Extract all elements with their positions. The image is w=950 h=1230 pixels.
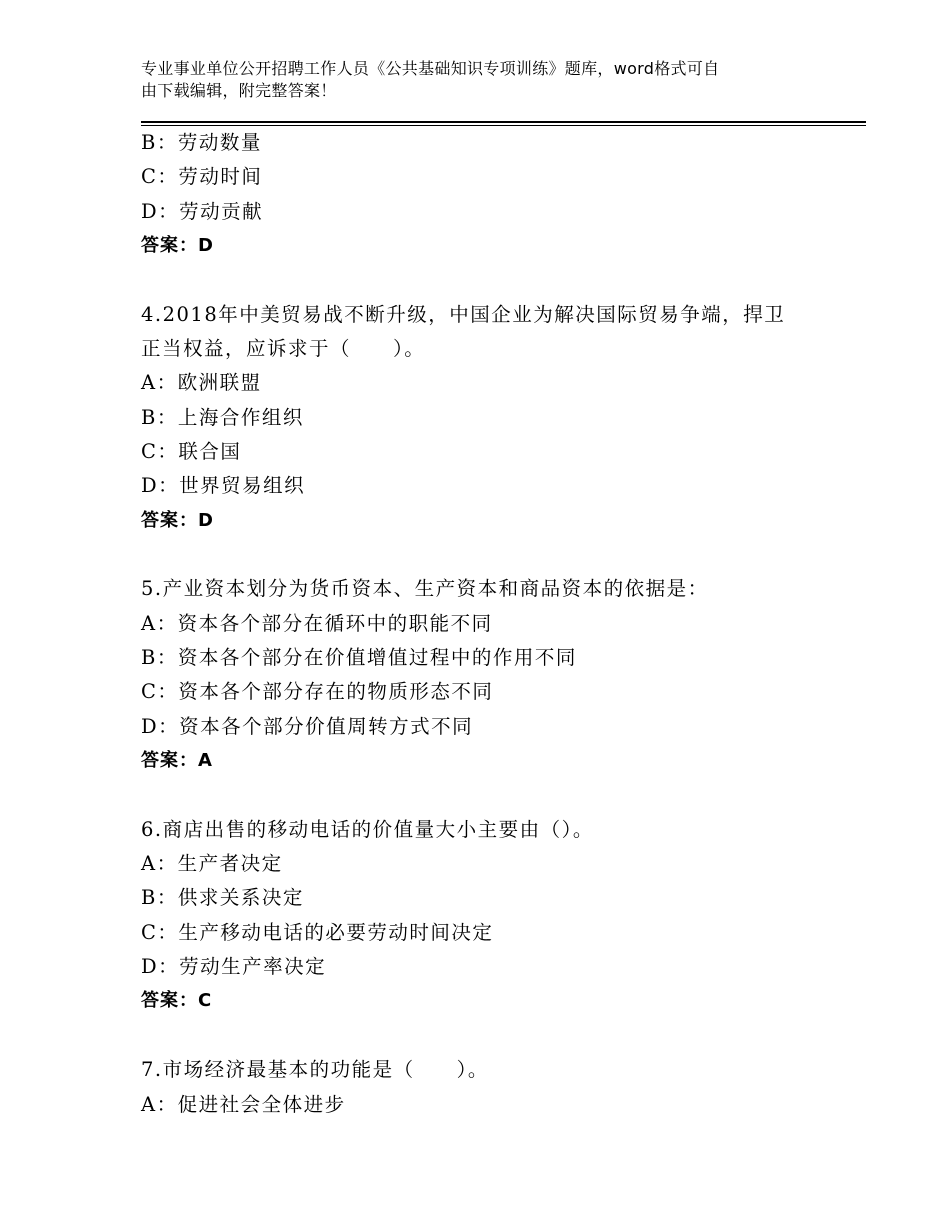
header-rule-thick: [141, 121, 866, 123]
answer: 答案：C: [141, 990, 213, 1012]
question-stem: 5.产业资本划分为货币资本、生产资本和商品资本的依据是：: [141, 577, 709, 601]
option-d: D：世界贸易组织: [141, 474, 306, 498]
option-b: B：资本各个部分在价值增值过程中的作用不同: [141, 646, 577, 670]
spacer: [141, 263, 831, 298]
option-c: C：联合国: [141, 439, 242, 463]
question-7: [141, 1053, 831, 1122]
option-d: D：资本各个部分价值周转方式不同: [141, 714, 474, 738]
question-stem: 7.市场经济最基本的功能是（ ）。: [141, 1058, 489, 1082]
question-4: [141, 298, 831, 538]
answer: 答案：D: [141, 509, 214, 531]
option-a: A：促进社会全体进步: [141, 1092, 346, 1116]
header-line-1: 专业事业单位公开招聘工作人员《公共基础知识专项训练》题库，word格式可自: [141, 59, 720, 78]
option-a: A：欧洲联盟: [141, 371, 262, 395]
document-header: [141, 58, 821, 102]
option-c: C：生产移动电话的必要劳动时间决定: [141, 920, 494, 944]
question-3-tail: [141, 126, 831, 263]
question-stem: 6.商店出售的移动电话的价值量大小主要由（）。: [141, 817, 594, 841]
option-c: C：资本各个部分存在的物质形态不同: [141, 680, 494, 704]
question-stem: 4.2018年中美贸易战不断升级，中国企业为解决国际贸易争端，捍卫: [141, 302, 786, 326]
answer: 答案：D: [141, 234, 214, 256]
question-5: [141, 572, 831, 778]
spacer: [141, 778, 831, 813]
header-line-2: 由下载编辑，附完整答案！: [141, 81, 337, 100]
answer: 答案：A: [141, 749, 213, 771]
question-list: [141, 126, 831, 1122]
option-b: B：劳动数量: [141, 131, 262, 154]
option-a: A：生产者决定: [141, 852, 283, 876]
spacer: [141, 1019, 831, 1054]
spacer: [141, 538, 831, 573]
option-d: D：劳动贡献: [141, 199, 264, 223]
question-stem-continued: 正当权益，应诉求于（ ）。: [141, 337, 426, 361]
option-c: C：劳动时间: [141, 165, 263, 189]
option-b: B：供求关系决定: [141, 886, 304, 910]
option-a: A：资本各个部分在循环中的职能不同: [141, 611, 493, 635]
option-b: B：上海合作组织: [141, 405, 304, 429]
option-d: D：劳动生产率决定: [141, 955, 327, 979]
question-6: [141, 813, 831, 1019]
